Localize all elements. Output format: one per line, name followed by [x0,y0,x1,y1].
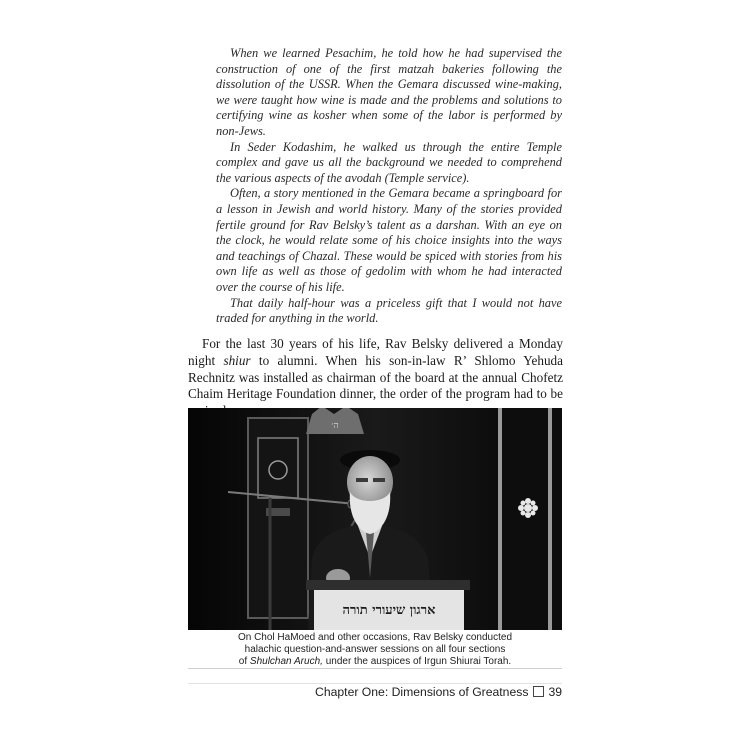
caption-line-2: halachic question-and-answer sessions on all four sections [244,644,506,656]
body-text-italic: shiur [223,352,251,368]
caption-line-3-suffix: under the auspices of Irgun Shiurai Torah. [325,656,512,668]
separator-box-icon [533,686,544,697]
caption-line-3 [188,656,562,668]
caption-line-3-prefix: of [238,656,248,668]
caption-rule [188,668,562,669]
ark-curtain-left [248,418,308,618]
photo-illustration [188,408,562,630]
body-text-part-2: to alumni. When his son-in-law R’ Shlomo Yehuda Rechnitz was installed as chairman of the board at the annual Chofetz Chaim Heritage Foundation dinner, the order of the program had to be [188,352,563,402]
photo-caption [188,632,562,669]
photo-rabbi-at-lectern [188,408,562,630]
lectern-hebrew-text: ארגון שיעורי תורה [342,603,436,618]
ark-curtain-right [488,408,562,630]
block-quote [216,46,562,327]
ark-emblem-text: ה׳ [331,421,339,431]
body-text-part-1: For the last 30 years of his life, Rav Belsky delivered a Monday night [188,336,563,368]
running-footer [315,685,562,699]
page-number: 39 [548,685,562,699]
quote-paragraph-2: In Seder Kodashim, he walked us through the entire Temple complex and gave us all the background we needed to comprehend the various aspects of the avodah (Temple service). [216,139,562,185]
caption-italic-title: Shulchan Aruch, [249,656,323,668]
footer-rule [188,683,562,684]
quote-paragraph-3: Often, a story mentioned in the Gemara became a springboard for a lesson in Jewish and world history. Many of the stories provided fertile ground for Rav Belsky’s talent as a darshan. With an eye on the clock, he would relate some of his choice insights into the ways and teachings of Chazal. These would be spiced with stories from his own life as well as those of gedolim with whom he had interacted over the course of his life. [216,186,562,294]
lectern [306,580,470,630]
caption-line-1: On Chol HaMoed and other occasions, Rav Belsky conducted [237,632,513,643]
quote-paragraph-1: When we learned Pesachim, he told how he had supervised the construction of one of the first matzah bakeries following the dissolution of the USSR. When the Gemara discussed wine-making, we were taught how wine is made and the problems and solutions to certifying wine as kosher when some of the labor is performed by non-Jews. [216,46,562,138]
chapter-title: Chapter One: Dimensions of Greatness [315,685,529,699]
quote-paragraph-4: That daily half-hour was a priceless gift that I would not have traded for anything in the world. [216,295,562,326]
